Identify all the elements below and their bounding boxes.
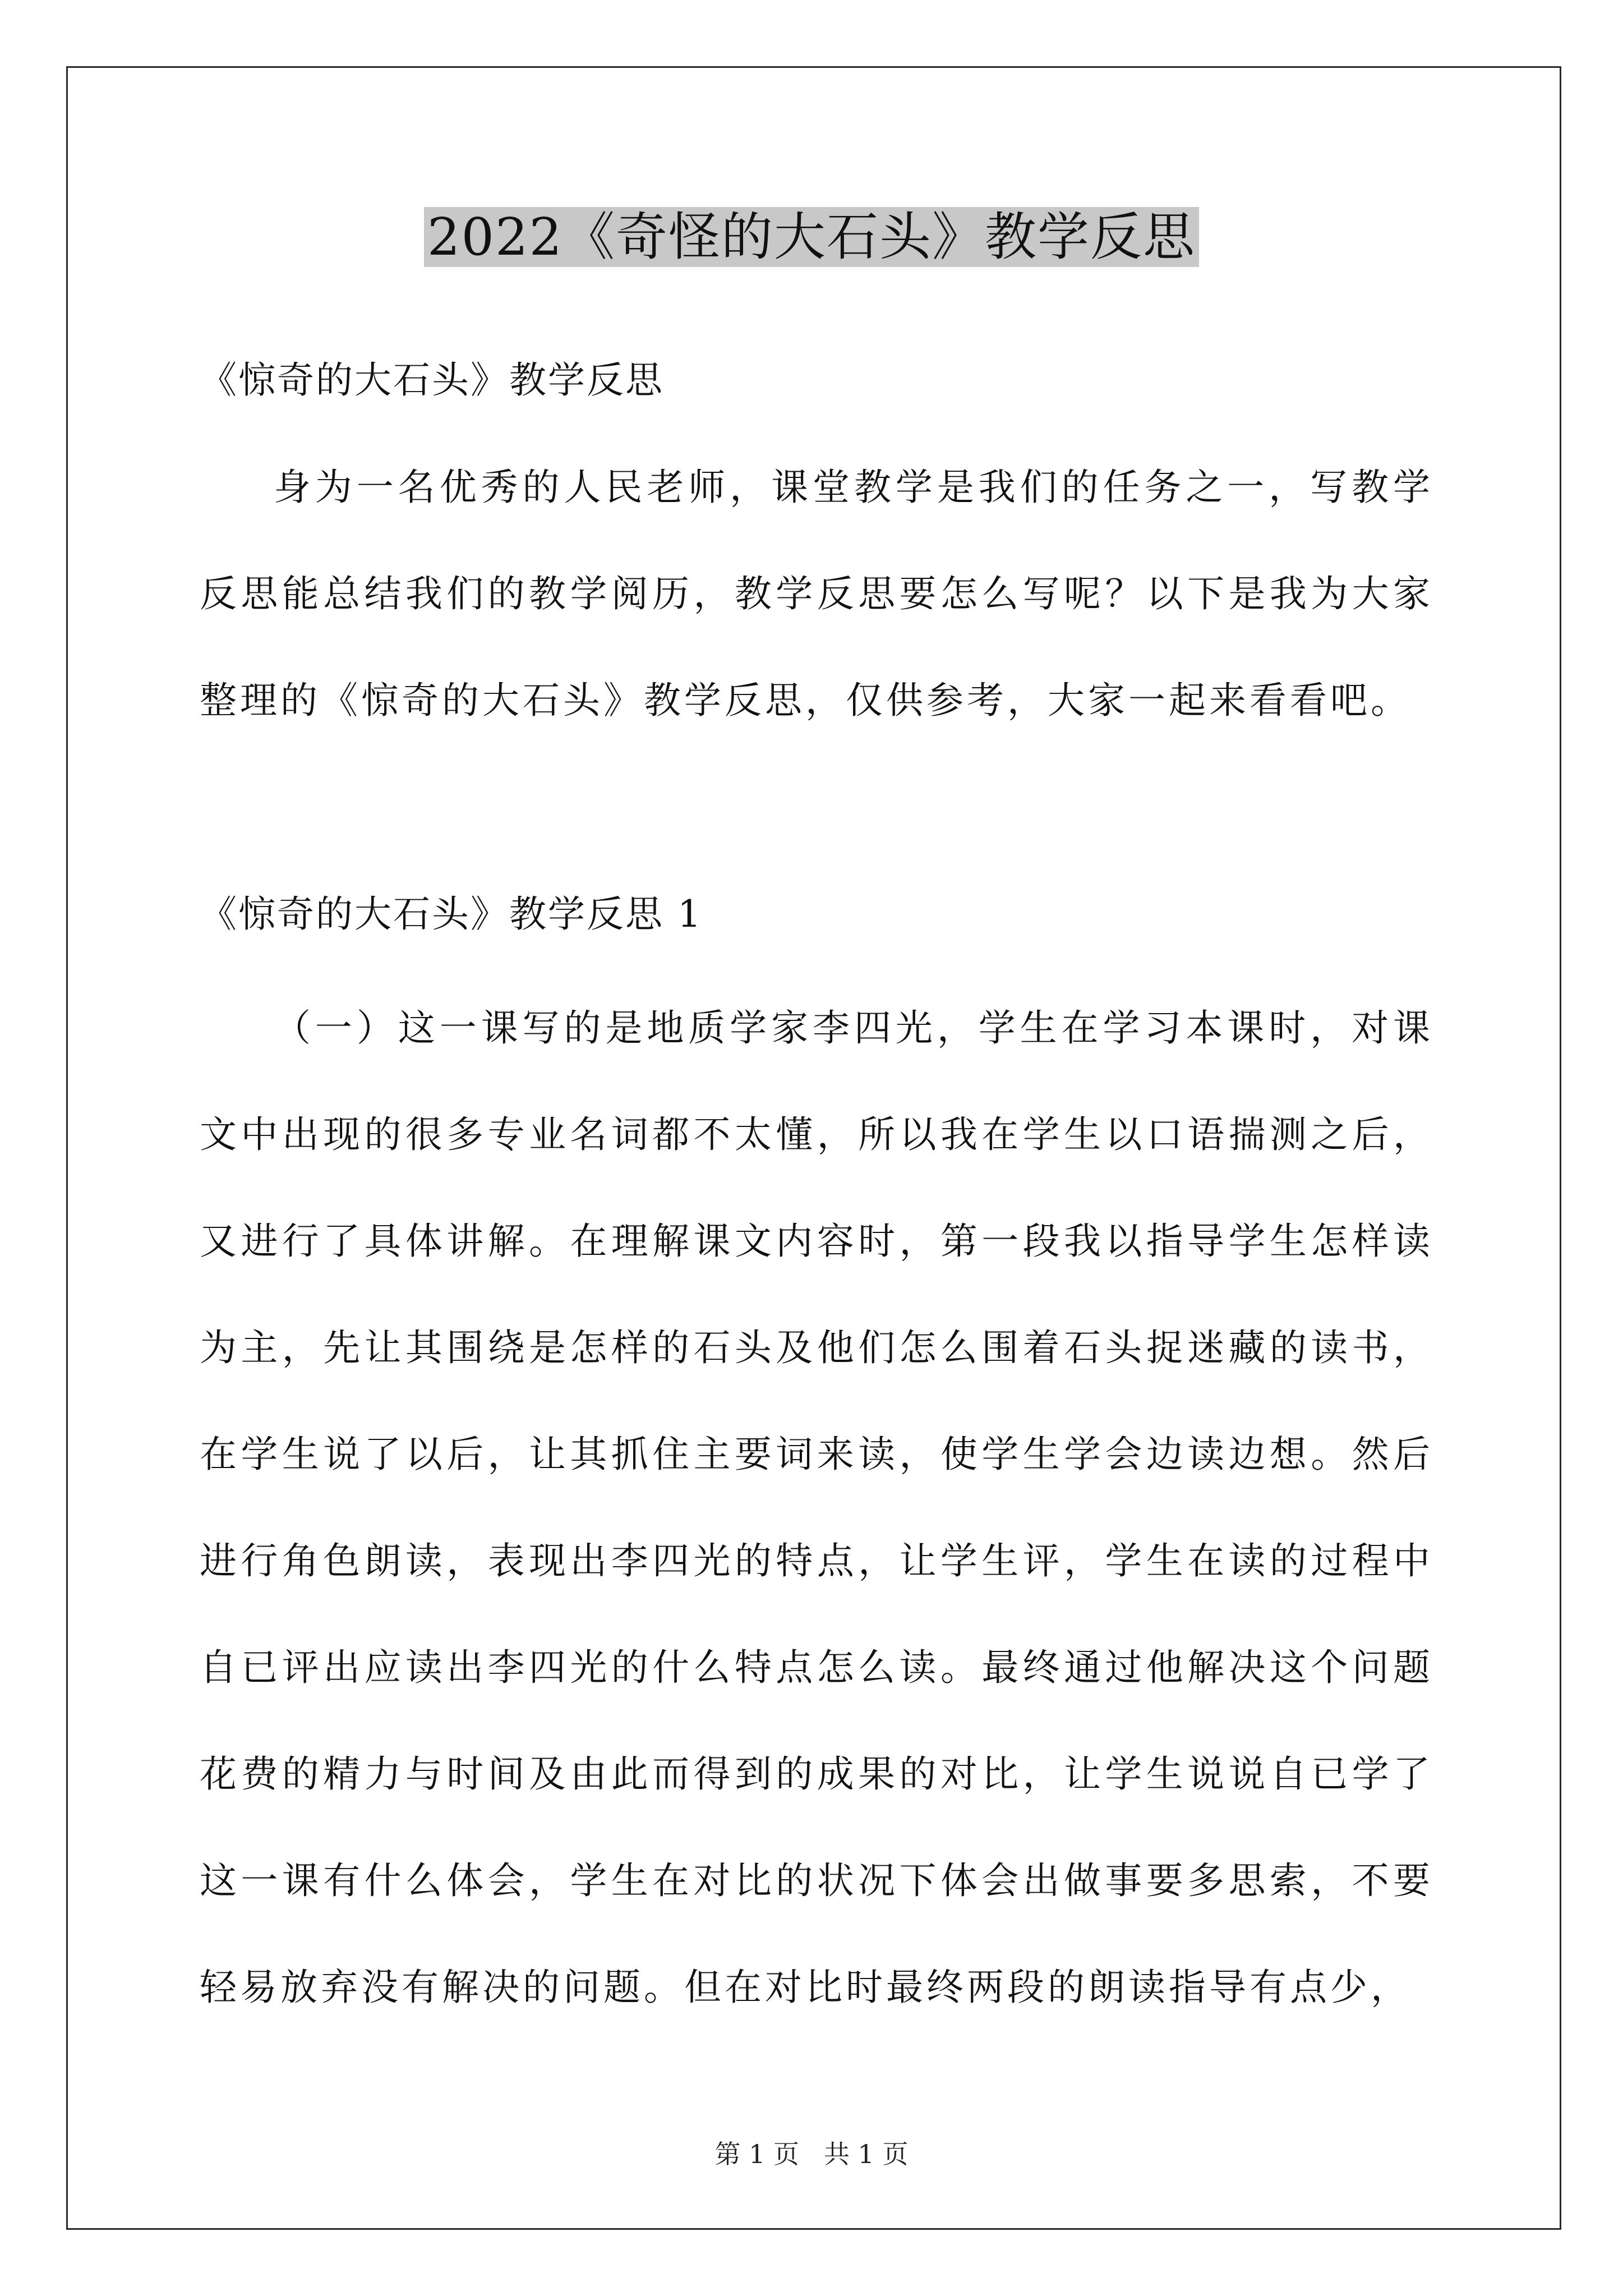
main-heading: 《惊奇的大石头》教学反思	[200, 358, 664, 402]
intro-paragraph: 身为一名优秀的人民老师，课堂教学是我们的任务之一，写教学反思能总结我们的教学阅历，教学反思要怎么写呢？以下是我为大家整理的《惊奇的大石头》教学反思，仅供参考，大家一起来看看吧。	[200, 466, 1433, 722]
section-1-paragraph: （一）这一课写的是地质学家李四光，学生在学习本课时，对课文中出现的很多专业名词都不太懂，所以我在学生以口语揣测之后，又进行了具体讲解。在理解课文内容时，第一段我以指导学生怎样读为主，先让其围绕是怎样的石头及他们怎么围着石头捉迷藏的读书，在学生说了以后，让其抓住主要词来读，使学生学会边读边想。然后进行角色朗读，表现出李四光的特点，让学生评，学生在读的过程中自已评出应读出李四光的什么特点怎么读。最终通过他解决这个问题花费的精力与时间及由此而得到的成果的对比，让学生说说自已学了这一课有什么体会，学生在对比的状况下体会出做事要多思索，不要轻易放弃没有解决的问题。但在对比时最终两段的朗读指导有点少，	[200, 1006, 1433, 2009]
page-number: 第 1 页	[714, 2139, 799, 2169]
page-total: 共 1 页	[824, 2139, 909, 2169]
document-title-text: 2022《奇怪的大石头》教学反思	[424, 207, 1199, 267]
document-title	[0, 201, 1623, 274]
page-footer	[0, 2137, 1623, 2171]
section-1-heading: 《惊奇的大石头》教学反思 1	[200, 892, 703, 936]
